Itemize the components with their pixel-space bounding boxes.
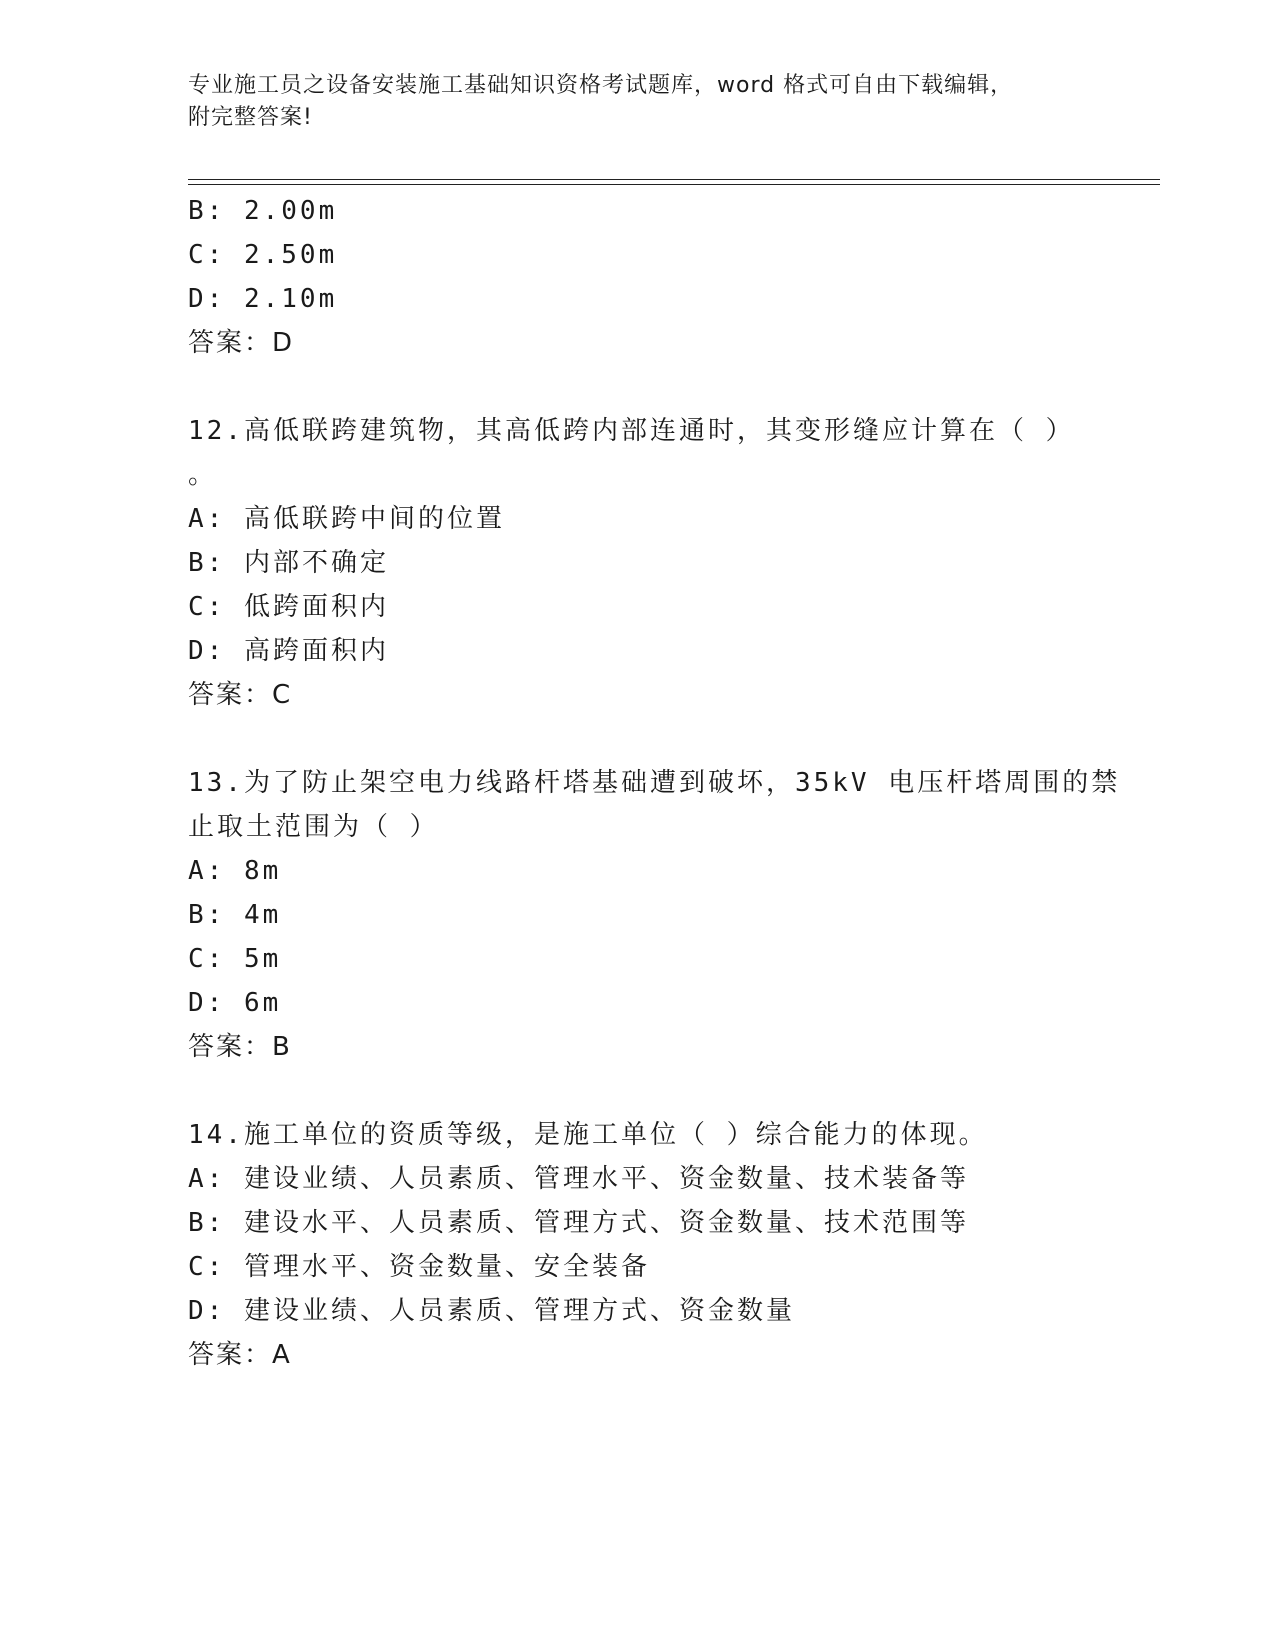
q13-answer: 答案：B	[188, 1032, 292, 1062]
q11-answer: 答案：D	[188, 328, 295, 358]
q13-question-line-1: 13.为了防止架空电力线路杆塔基础遭到破坏，35kV 电压杆塔周围的禁	[188, 768, 1121, 798]
q13-option-a: A: 8m	[188, 856, 282, 886]
q12-option-b: B: 内部不确定	[188, 548, 389, 578]
q11-option-c: C: 2.50m	[188, 240, 338, 270]
header-divider-top	[188, 179, 1160, 180]
q11-option-b: B: 2.00m	[188, 196, 338, 226]
document-header	[188, 70, 1088, 134]
q14-answer: 答案：A	[188, 1340, 292, 1370]
q13-option-c: C: 5m	[188, 944, 282, 974]
q13-question-line-2: 止取土范围为（ ）	[188, 812, 439, 842]
q14-option-b: B: 建设水平、人员素质、管理方式、资金数量、技术范围等	[188, 1208, 969, 1238]
q14-question: 14.施工单位的资质等级，是施工单位（ ）综合能力的体现。	[188, 1120, 988, 1150]
q12-option-c: C: 低跨面积内	[188, 592, 389, 622]
q12-option-d: D: 高跨面积内	[188, 636, 389, 666]
header-line-2: 附完整答案!	[188, 105, 313, 130]
q12-option-a: A: 高低联跨中间的位置	[188, 504, 505, 534]
q11-option-d: D: 2.10m	[188, 284, 338, 314]
q13-option-b: B: 4m	[188, 900, 282, 930]
q14-option-a: A: 建设业绩、人员素质、管理水平、资金数量、技术装备等	[188, 1164, 969, 1194]
q14-option-c: C: 管理水平、资金数量、安全装备	[188, 1252, 650, 1282]
q12-answer: 答案：C	[188, 680, 293, 710]
q12-question-line-1: 12.高低联跨建筑物，其高低跨内部连通时，其变形缝应计算在（ ）	[188, 416, 1075, 446]
q12-question-line-2: 。	[188, 460, 218, 490]
header-divider-bottom	[188, 184, 1160, 185]
q14-option-d: D: 建设业绩、人员素质、管理方式、资金数量	[188, 1296, 795, 1326]
header-line-1: 专业施工员之设备安装施工基础知识资格考试题库，word 格式可自由下载编辑，	[188, 73, 1014, 98]
q13-option-d: D: 6m	[188, 988, 282, 1018]
